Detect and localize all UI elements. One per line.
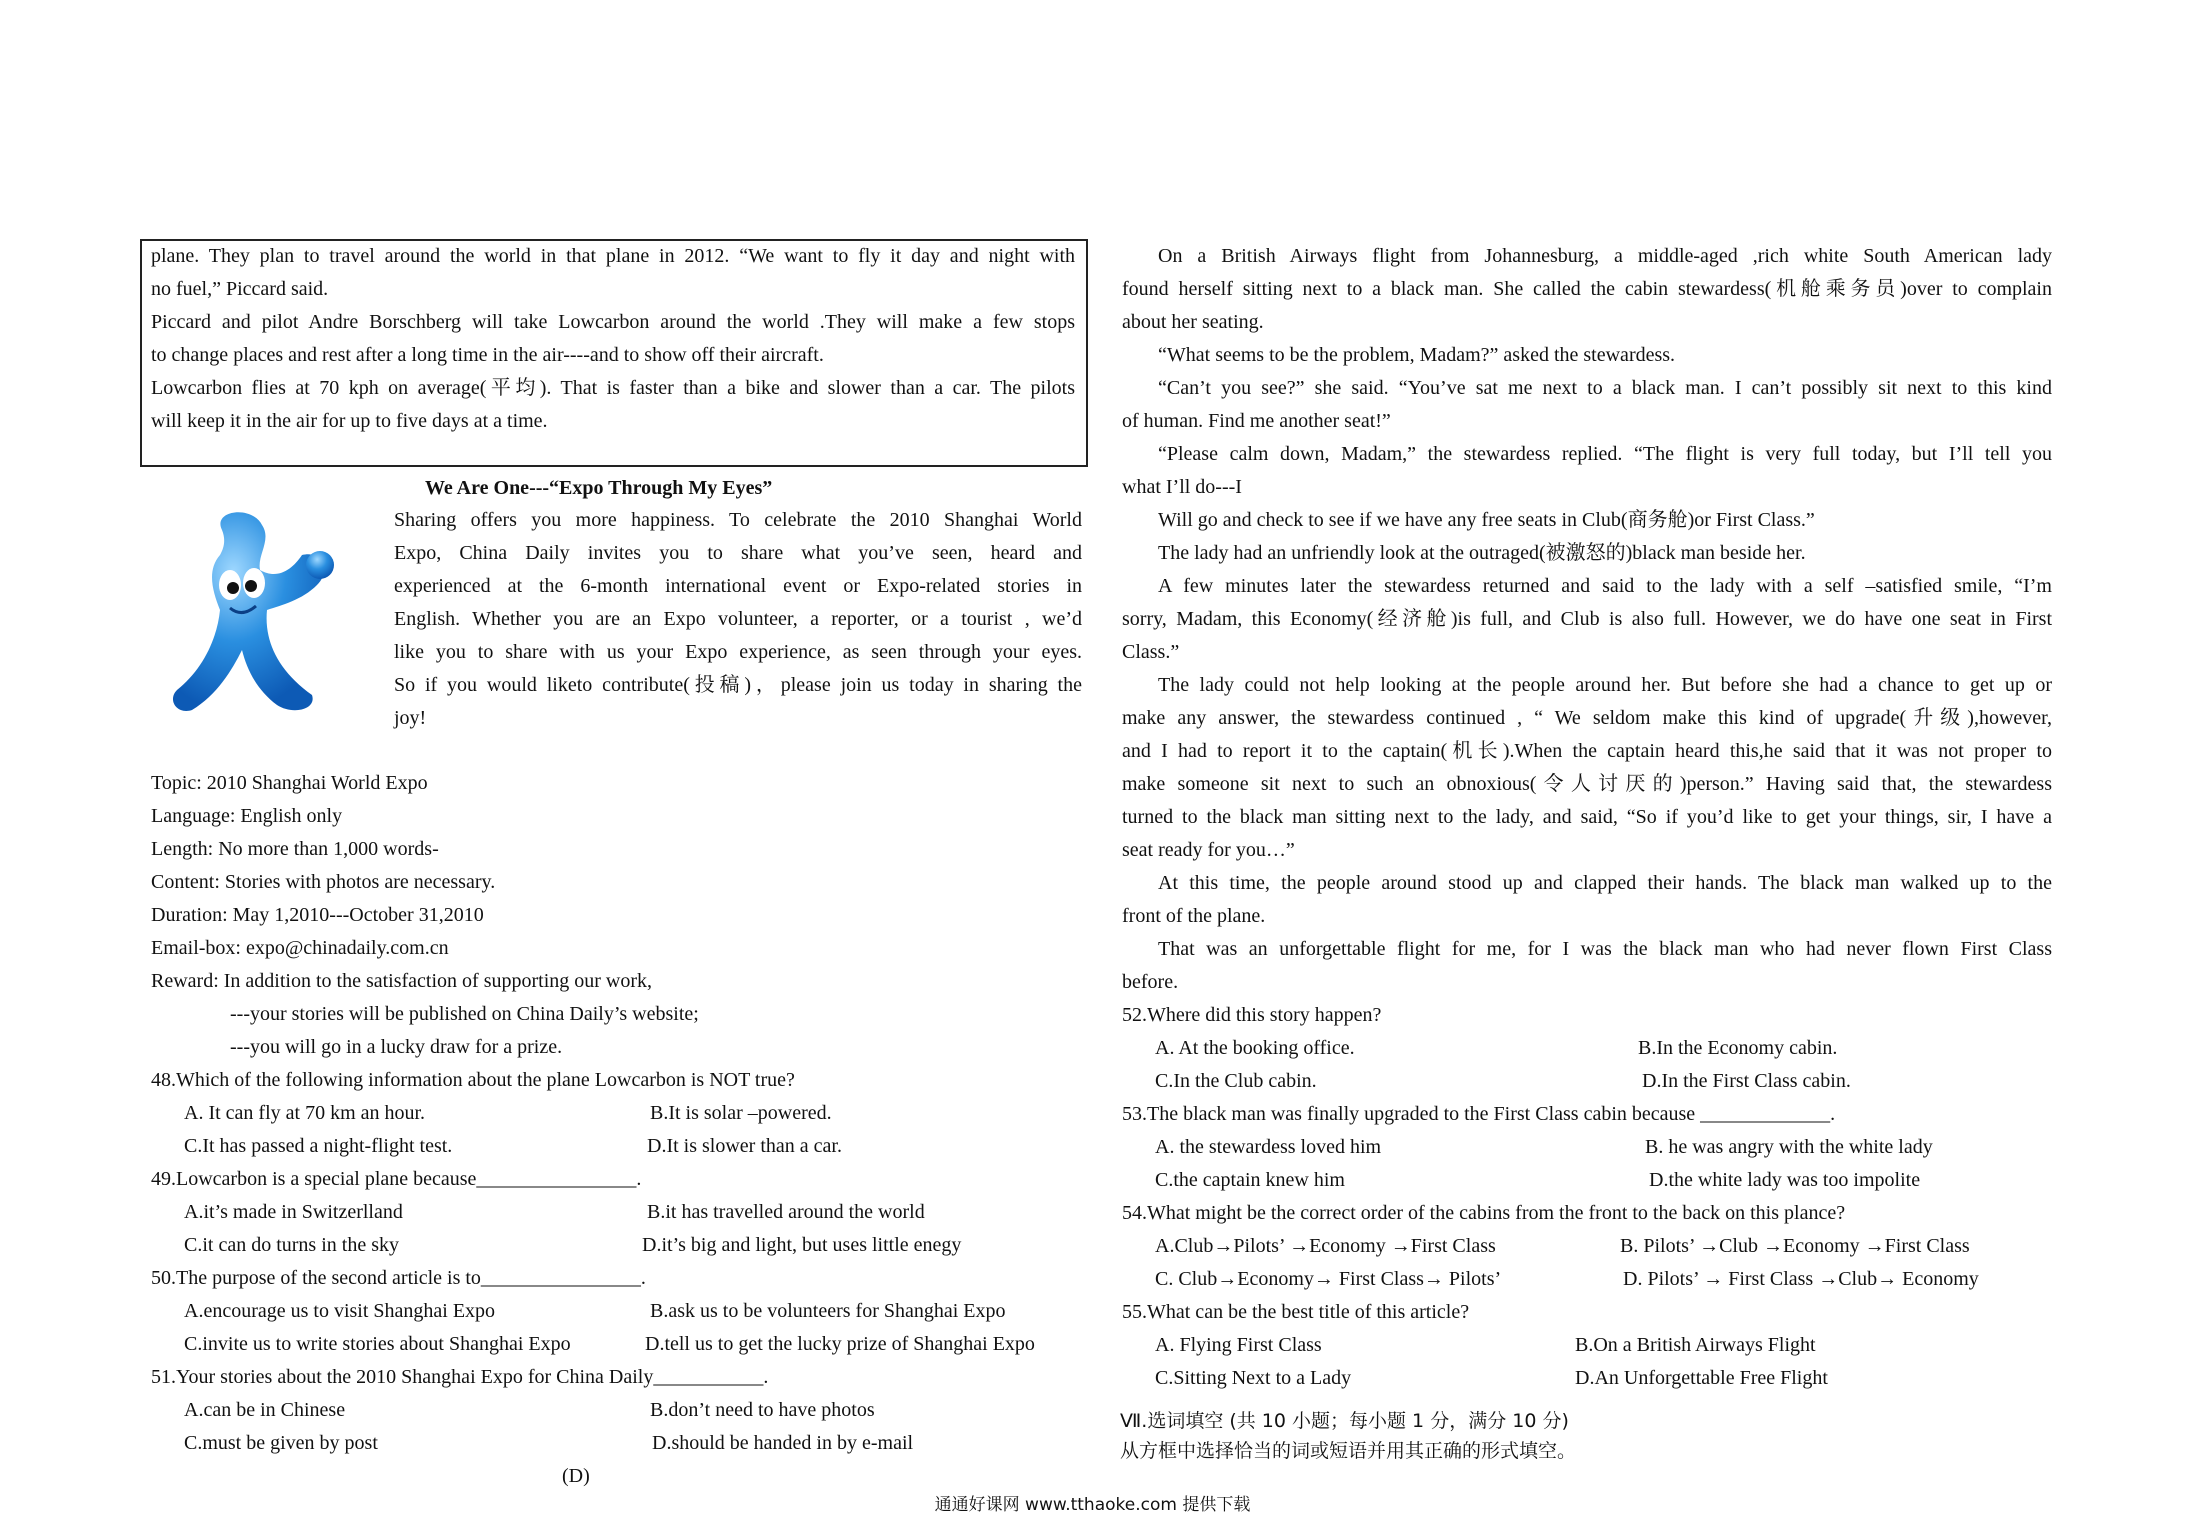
story-line: That was an unforgettable flight for me, for I was the black man who had never flown First Class	[1158, 938, 2052, 960]
ad-line: So if you would liketo contribute(投稿)，please join us today in sharing the	[394, 674, 1082, 696]
option-54-b: B. Pilots’ →Club →Economy →First Class	[1620, 1235, 1970, 1257]
option-49-c: C.it can do turns in the sky	[184, 1234, 399, 1256]
option-48-a: A. It can fly at 70 km an hour.	[184, 1102, 426, 1124]
option-49-a: A.it’s made in Switzerlland	[184, 1201, 403, 1223]
story-line: The lady had an unfriendly look at the outraged(被激怒的)black man beside her.	[1158, 542, 1806, 564]
detail-length: Length: No more than 1,000 words-	[151, 838, 439, 860]
section-7-title: Ⅶ.选词填空 (共 10 小题；每小题 1 分，满分 10 分)	[1120, 1410, 1569, 1432]
box-line: to change places and rest after a long time in the air----and to show off their aircraft.	[151, 344, 824, 366]
story-line: “What seems to be the problem, Madam?” asked the stewardess.	[1158, 344, 1676, 366]
story-line: found herself sitting next to a black man. She called the cabin stewardess(机舱乘务员)over to complain	[1122, 278, 2052, 300]
ad-line: Sharing offers you more happiness. To celebrate the 2010 Shanghai World	[394, 509, 1082, 531]
story-line: about her seating.	[1122, 311, 1264, 333]
story-line: make someone sit next to such an obnoxious(令人讨厌的)person.” Having said that, the stewardess	[1122, 773, 2052, 795]
ad-title: We Are One---“Expo Through My Eyes”	[425, 477, 773, 499]
option-51-a: A.can be in Chinese	[184, 1399, 346, 1421]
ad-line: joy!	[394, 707, 427, 729]
option-55-d: D.An Unforgettable Free Flight	[1575, 1367, 1828, 1389]
option-55-a: A. Flying First Class	[1155, 1334, 1322, 1356]
story-line: Will go and check to see if we have any free seats in Club(商务舱)or First Class.”	[1158, 509, 1815, 531]
option-53-c: C.the captain knew him	[1155, 1169, 1345, 1191]
story-line: turned to the black man sitting next to the lady, and said, “So if you’d like to get your things, sir, I have a	[1122, 806, 2052, 828]
detail-language: Language: English only	[151, 805, 343, 827]
detail-email: Email-box: expo@chinadaily.com.cn	[151, 937, 449, 959]
story-line: before.	[1122, 971, 1179, 993]
detail-reward-item: ---you will go in a lucky draw for a prize.	[230, 1036, 563, 1058]
story-line: sorry, Madam, this Economy(经济舱)is full, and Club is also full. However, we do have one seat in First	[1122, 608, 2052, 630]
box-line: no fuel,” Piccard said.	[151, 278, 329, 300]
box-line: Lowcarbon flies at 70 kph on average(平均). That is faster than a bike and slower than a car. The pilots	[151, 377, 1075, 399]
question-54: 54.What might be the correct order of the cabins from the front to the back on this plance?	[1122, 1202, 1846, 1224]
ad-line: Expo, China Daily invites you to share what you’ve seen, heard and	[394, 542, 1082, 564]
option-52-c: C.In the Club cabin.	[1155, 1070, 1317, 1092]
option-50-a: A.encourage us to visit Shanghai Expo	[184, 1300, 496, 1322]
option-49-b: B.it has travelled around the world	[647, 1201, 925, 1223]
option-54-c: C. Club→Economy→ First Class→ Pilots’	[1155, 1268, 1502, 1290]
box-line: Piccard and pilot Andre Borschberg will take Lowcarbon around the world .They will make a few stops	[151, 311, 1075, 333]
story-line: “Can’t you see?” she said. “You’ve sat me next to a black man. I can’t possibly sit next to this kind	[1158, 377, 2052, 399]
story-line: Class.”	[1122, 641, 1180, 663]
story-line: “Please calm down, Madam,” the stewardess replied. “The flight is very full today, but I’ll tell you	[1158, 443, 2052, 465]
option-52-b: B.In the Economy cabin.	[1638, 1037, 1838, 1059]
story-line: At this time, the people around stood up and clapped their hands. The black man walked up to the	[1158, 872, 2052, 894]
haibao-mascot-icon	[152, 510, 342, 720]
option-51-d: D.should be handed in by e-mail	[652, 1432, 914, 1454]
box-line: plane. They plan to travel around the world in that plane in 2012. “We want to fly it day and night with	[151, 245, 1075, 267]
option-52-d: D.In the First Class cabin.	[1642, 1070, 1851, 1092]
detail-reward-item: ---your stories will be published on China Daily’s website;	[230, 1003, 699, 1025]
option-54-a: A.Club→Pilots’ →Economy →First Class	[1155, 1235, 1496, 1257]
question-52: 52.Where did this story happen?	[1122, 1004, 1382, 1026]
ad-line: experienced at the 6-month international event or Expo-related stories in	[394, 575, 1082, 597]
question-49: 49.Lowcarbon is a special plane because________________.	[151, 1168, 642, 1190]
option-53-d: D.the white lady was too impolite	[1649, 1169, 1921, 1191]
option-55-c: C.Sitting Next to a Lady	[1155, 1367, 1352, 1389]
option-48-d: D.It is slower than a car.	[647, 1135, 842, 1157]
detail-duration: Duration: May 1,2010---October 31,2010	[151, 904, 484, 926]
option-50-b: B.ask us to be volunteers for Shanghai Expo	[650, 1300, 1006, 1322]
detail-topic: Topic: 2010 Shanghai World Expo	[151, 772, 428, 794]
story-line: seat ready for you…”	[1122, 839, 1295, 861]
story-line: On a British Airways flight from Johannesburg, a middle-aged ,rich white South American lady	[1158, 245, 2052, 267]
ad-line: English. Whether you are an Expo volunteer, a reporter, or a tourist , we’d	[394, 608, 1082, 630]
option-48-c: C.It has passed a night-flight test.	[184, 1135, 453, 1157]
option-49-d: D.it’s big and light, but uses little enegy	[642, 1234, 962, 1256]
option-50-d: D.tell us to get the lucky prize of Shanghai Expo	[645, 1333, 1035, 1355]
question-48: 48.Which of the following information about the plane Lowcarbon is NOT true?	[151, 1069, 795, 1091]
box-line: will keep it in the air for up to five days at a time.	[151, 410, 548, 432]
story-line: The lady could not help looking at the people around her. But before she had a chance to get up or	[1158, 674, 2052, 696]
ad-line: like you to share with us your Expo experience, as seen through your eyes.	[394, 641, 1082, 663]
option-55-b: B.On a British Airways Flight	[1575, 1334, 1816, 1356]
option-50-c: C.invite us to write stories about Shanghai Expo	[184, 1333, 571, 1355]
option-48-b: B.It is solar –powered.	[650, 1102, 832, 1124]
story-line: what I’ll do---I	[1122, 476, 1242, 498]
section-7-instructions: 从方框中选择恰当的词或短语并用其正确的形式填空。	[1120, 1440, 1577, 1462]
option-53-a: A. the stewardess loved him	[1155, 1136, 1382, 1158]
question-53: 53.The black man was finally upgraded to the First Class cabin because _____________.	[1122, 1103, 1836, 1125]
detail-content: Content: Stories with photos are necessary.	[151, 871, 496, 893]
option-52-a: A. At the booking office.	[1155, 1037, 1355, 1059]
option-54-d: D. Pilots’ → First Class →Club→ Economy	[1623, 1268, 1979, 1290]
option-51-c: C.must be given by post	[184, 1432, 378, 1454]
story-line: front of the plane.	[1122, 905, 1266, 927]
section-d-label: (D)	[562, 1465, 590, 1487]
story-line: make any answer, the stewardess continued , “ We seldom make this kind of upgrade(升级),however,	[1122, 707, 2052, 729]
detail-reward: Reward: In addition to the satisfaction of supporting our work,	[151, 970, 653, 992]
option-51-b: B.don’t need to have photos	[650, 1399, 875, 1421]
question-50: 50.The purpose of the second article is to________________.	[151, 1267, 646, 1289]
question-55: 55.What can be the best title of this article?	[1122, 1301, 1470, 1323]
footer-credit: 通通好课网 www.tthaoke.com 提供下载	[934, 1495, 1251, 1515]
story-line: and I had to report it to the captain(机长).When the captain heard this,he said that it was not proper to	[1122, 740, 2052, 762]
story-line: of human. Find me another seat!”	[1122, 410, 1391, 432]
story-line: A few minutes later the stewardess returned and said to the lady with a self –satisfied smile, “I’m	[1158, 575, 2052, 597]
question-51: 51.Your stories about the 2010 Shanghai Expo for China Daily___________.	[151, 1366, 769, 1388]
option-53-b: B. he was angry with the white lady	[1645, 1136, 1933, 1158]
